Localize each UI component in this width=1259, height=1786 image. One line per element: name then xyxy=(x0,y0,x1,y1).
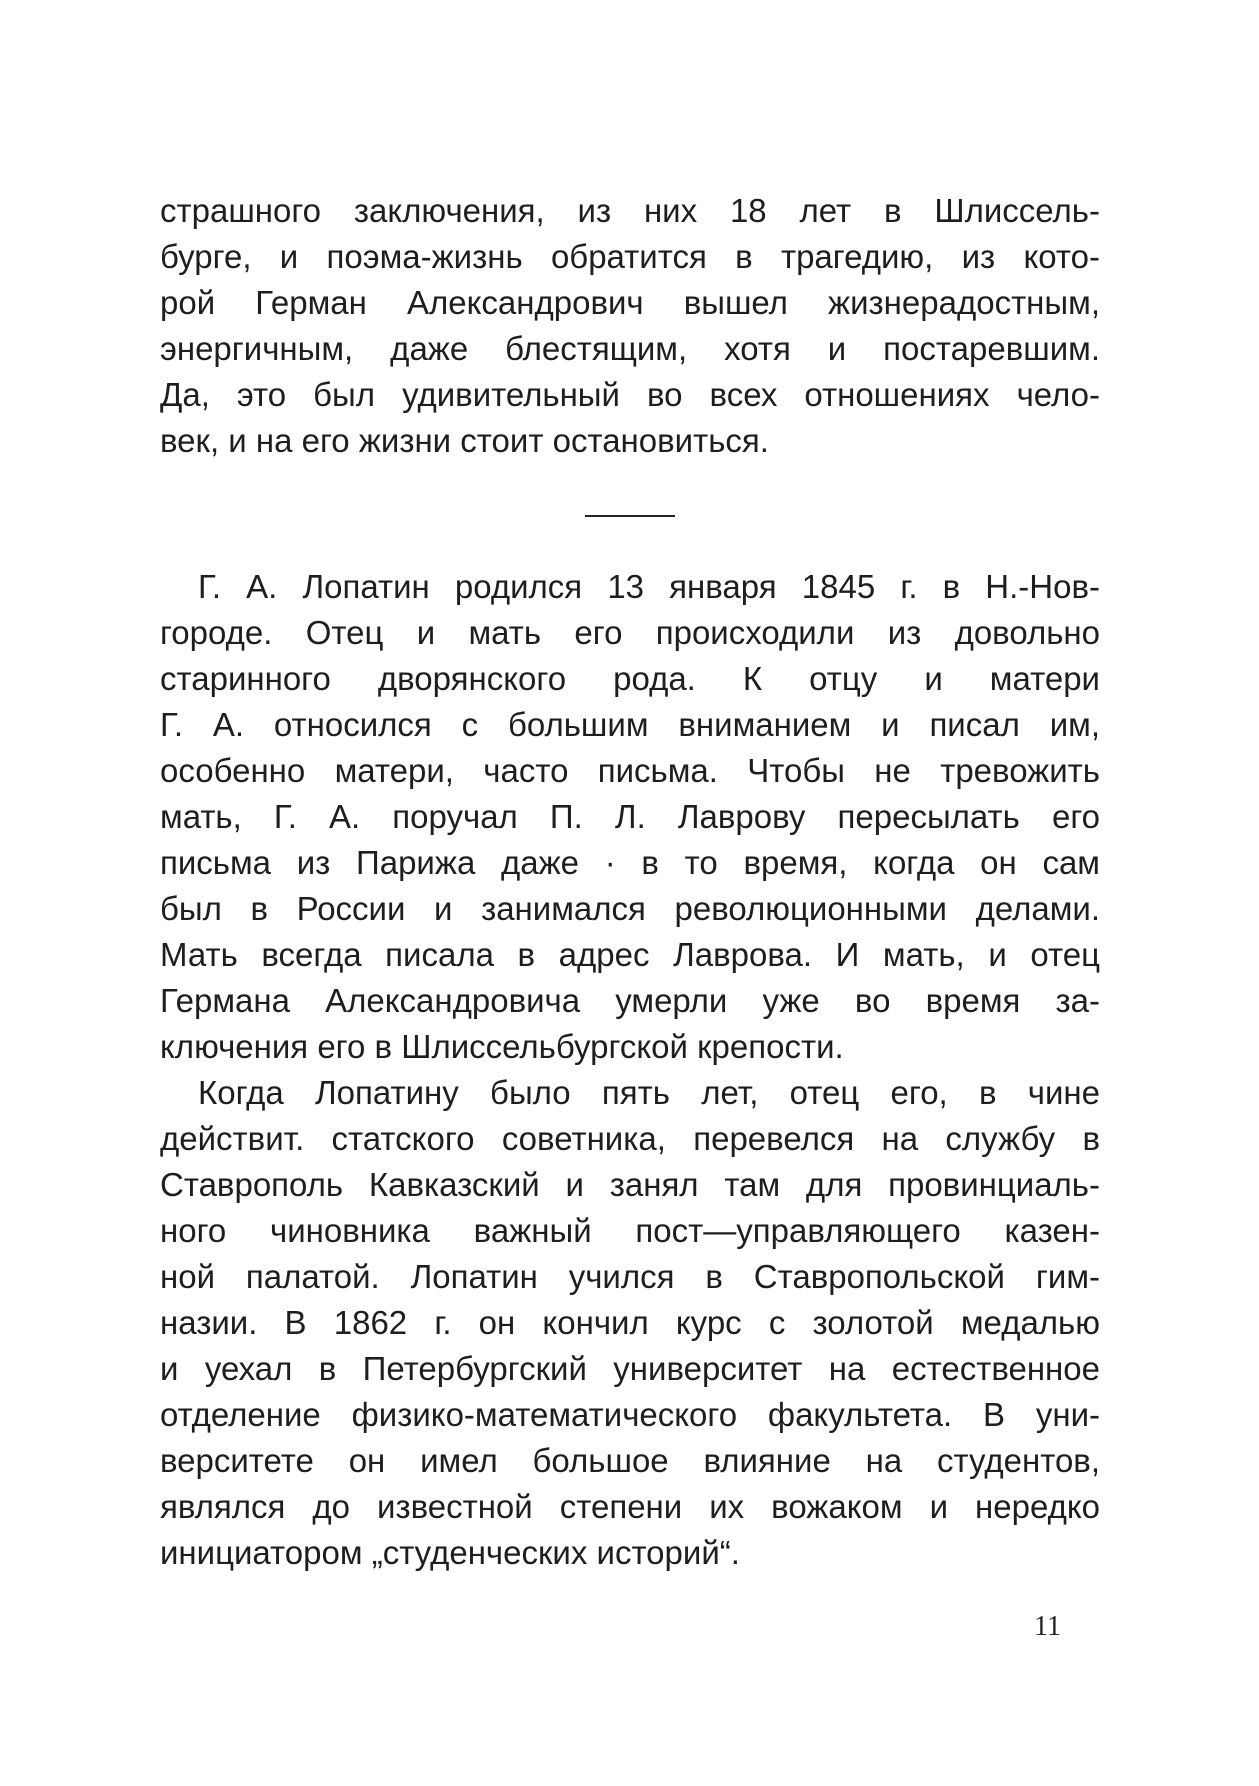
text-line: Когда Лопатину было пять лет, отец его, в чине xyxy=(198,1074,1100,1111)
text-line: ной палатой. Лопатин учился в Ставропольской гим- xyxy=(160,1258,1100,1295)
section-divider xyxy=(585,515,675,517)
text-line: век, и на его жизни стоит остановиться. xyxy=(160,422,769,459)
text-line: Да, это был удивительный во всех отношениях чело- xyxy=(160,376,1100,413)
text-line: ного чиновника важный пост—управляющего казен- xyxy=(160,1212,1100,1249)
text-line: действит. статского советника, перевелся на службу в xyxy=(160,1120,1100,1157)
text-line: бурге, и поэма-жизнь обратится в трагедию, из кото- xyxy=(160,238,1100,275)
text-line: Германа Александровича умерли уже во время за- xyxy=(160,982,1100,1019)
text-line: Ставрополь Кавказский и занял там для провинциаль- xyxy=(160,1166,1100,1203)
text-line: Мать всегда писала в адрес Лаврова. И мать, и отец xyxy=(160,936,1100,973)
text-line: инициатором „студенческих историй“. xyxy=(160,1534,740,1571)
biography-paragraph xyxy=(160,564,1100,1070)
text-line: назии. В 1862 г. он кончил курс с золотой медалью xyxy=(160,1304,1100,1341)
text-line: Г. А. относился с большим вниманием и писал им, xyxy=(160,706,1100,743)
text-line: верситете он имел большое влияние на студентов, xyxy=(160,1442,1100,1479)
text-line: старинного дворянского рода. К отцу и матери xyxy=(160,660,1100,697)
text-line: был в России и занимался революционными делами. xyxy=(160,890,1100,927)
continuation-paragraph xyxy=(160,188,1100,464)
text-line: энергичным, даже блестящим, хотя и постаревшим. xyxy=(160,330,1100,367)
text-line: ключения его в Шлиссельбургской крепости. xyxy=(160,1028,844,1065)
main-text xyxy=(160,564,1100,1576)
text-line: являлся до известной степени их вожаком и нередко xyxy=(160,1488,1100,1525)
text-line: страшного заключения, из них 18 лет в Шлиссель- xyxy=(160,192,1100,229)
page-number: 11 xyxy=(1034,1611,1061,1642)
text-line: городе. Отец и мать его происходили из довольно xyxy=(160,614,1100,651)
text-line: рой Герман Александрович вышел жизнерадостным, xyxy=(160,284,1100,321)
text-line: мать, Г. А. поручал П. Л. Лаврову пересылать его xyxy=(160,798,1100,835)
text-line: особенно матери, часто письма. Чтобы не тревожить xyxy=(160,752,1100,789)
text-line: Г. А. Лопатин родился 13 января 1845 г. в Н.-Нов- xyxy=(198,568,1100,605)
text-line: и уехал в Петербургский университет на естественное xyxy=(160,1350,1100,1387)
education-paragraph xyxy=(160,1070,1100,1576)
text-line: отделение физико-математического факультета. В уни- xyxy=(160,1396,1100,1433)
text-line: письма из Парижа даже · в то время, когда он сам xyxy=(160,844,1100,881)
